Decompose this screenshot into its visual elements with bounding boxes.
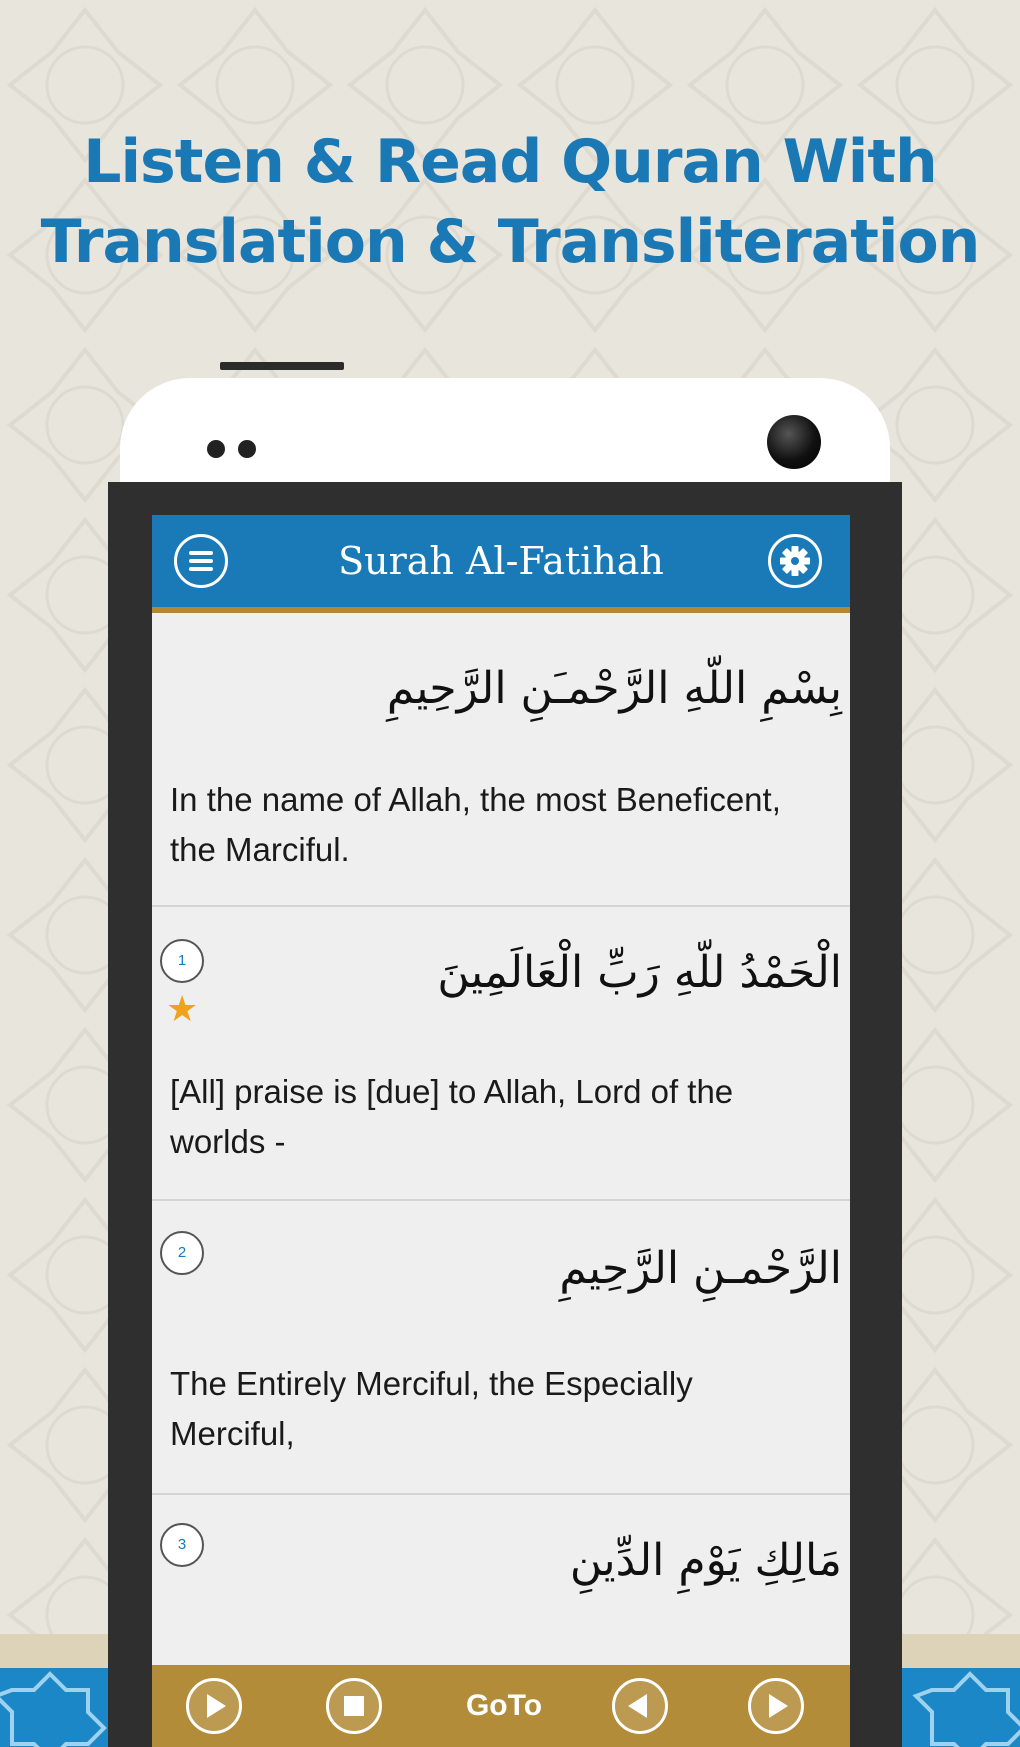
bookmark-star-icon[interactable]: ★ — [166, 988, 199, 1029]
gear-icon[interactable] — [768, 534, 822, 588]
previous-button[interactable] — [612, 1678, 668, 1734]
verse-arabic: بِسْمِ اللّهِ الرَّحْمـَنِ الرَّحِيمِ — [386, 663, 842, 714]
verse-row[interactable] — [152, 907, 850, 1201]
verse-arabic: الْحَمْدُ للّهِ رَبِّ الْعَالَمِينَ — [437, 947, 842, 998]
next-button[interactable] — [748, 1678, 804, 1734]
verse-translation: [All] praise is [due] to Allah, Lord of the worlds - — [170, 1073, 734, 1160]
verse-row[interactable] — [152, 1201, 850, 1495]
verse-number-badge: 1 — [160, 939, 204, 983]
sensor-dot — [238, 440, 256, 458]
promo-headline — [0, 122, 1020, 282]
phone-side-button — [220, 362, 344, 370]
app-header — [152, 515, 850, 613]
promo-line-2: Translation & Transliteration — [40, 207, 980, 277]
verse-translation: In the name of Allah, the most Beneficent, the Marciful. — [170, 781, 781, 868]
verse-translation: The Entirely Merciful, the Especially Merciful, — [170, 1365, 693, 1452]
menu-icon[interactable] — [174, 534, 228, 588]
verse-number-badge: 3 — [160, 1523, 204, 1567]
surah-title: Surah Al-Fatihah — [338, 539, 664, 583]
verse-arabic: مَالِكِ يَوْمِ الدِّينِ — [569, 1535, 842, 1586]
sensor-dot — [207, 440, 225, 458]
verse-row[interactable] — [152, 613, 850, 907]
audio-player-bar — [152, 1665, 850, 1747]
verse-row[interactable] — [152, 1495, 850, 1665]
play-button[interactable] — [186, 1678, 242, 1734]
promo-line-1: Listen & Read Quran With — [83, 127, 937, 197]
goto-button[interactable]: GoTo — [465, 1689, 543, 1722]
app-screen — [152, 515, 850, 1747]
stop-button[interactable] — [326, 1678, 382, 1734]
verse-arabic: الرَّحْمـنِ الرَّحِيمِ — [559, 1243, 842, 1294]
front-camera — [767, 415, 821, 469]
verse-number-badge: 2 — [160, 1231, 204, 1275]
